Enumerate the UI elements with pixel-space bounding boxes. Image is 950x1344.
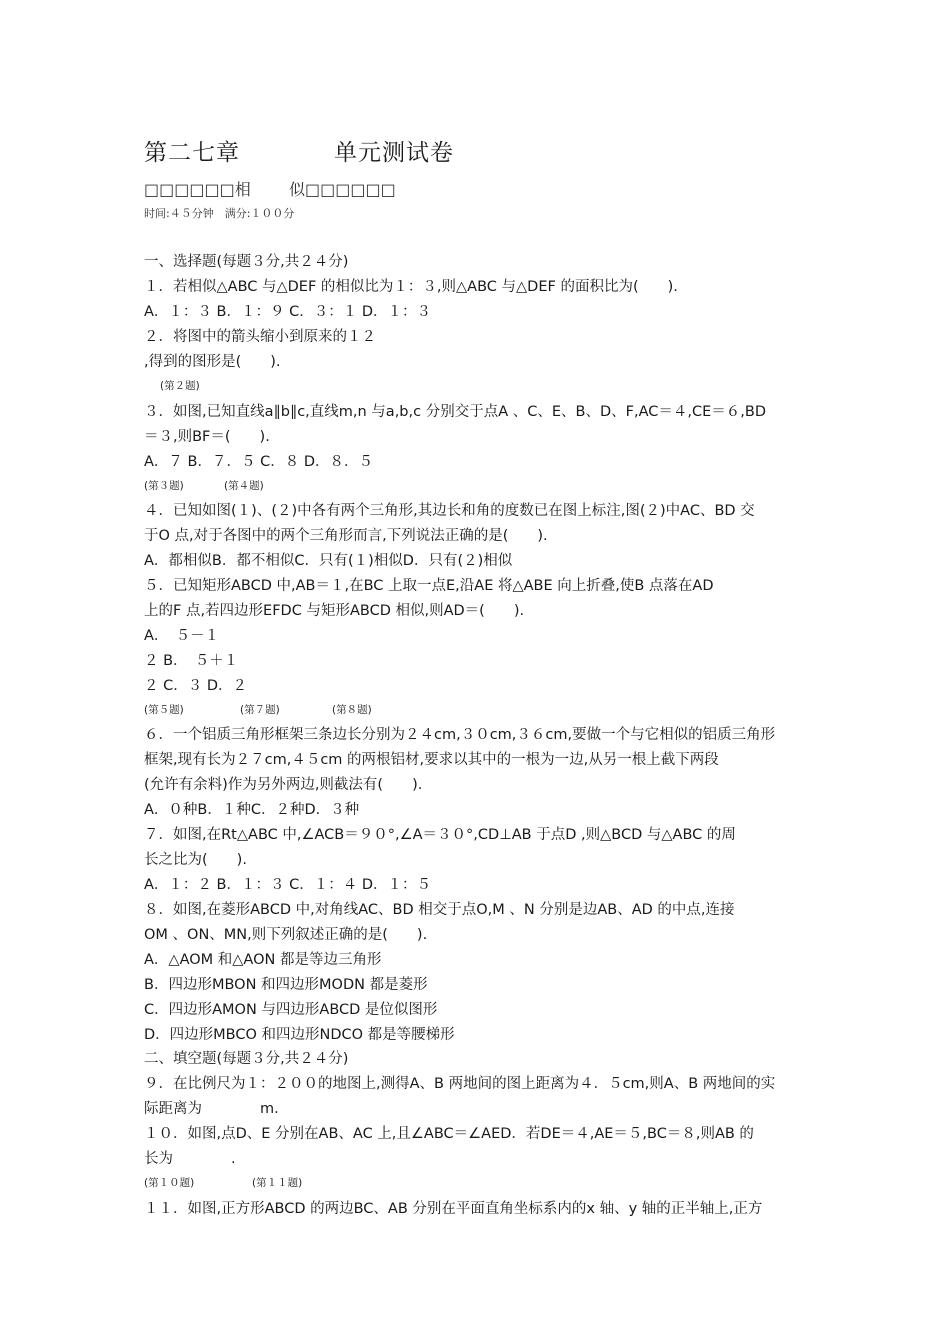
answer-options: A．０种B．１种C．２种D．３种 bbox=[144, 802, 360, 818]
answer-options: A．１：３ B．１：９ C．３：１ D．１：３ bbox=[144, 304, 431, 320]
answer-option: D．四边形MBCO 和四边形NDCO 都是等腰梯形 bbox=[144, 1027, 455, 1043]
question-line: ＝３,则BF＝( ). bbox=[144, 429, 270, 445]
question-line: ３．如图,已知直线a∥b∥c,直线m,n 与a,b,c 分别交于点A 、C、E、B、D、F,AC＝４,CE＝６,BD bbox=[144, 404, 766, 420]
question-line: ,得到的图形是( ). bbox=[144, 354, 281, 370]
answer-options: A． ５－１ bbox=[144, 628, 220, 644]
answer-options: ２ B． ５＋１ bbox=[144, 653, 239, 669]
question-line: １．若相似△ABC 与△DEF 的相似比为１：３,则△ABC 与△DEF 的面积比为( ). bbox=[144, 279, 678, 295]
figure-caption: (第１１题) bbox=[252, 1177, 303, 1189]
figure-caption: (第２题) bbox=[160, 380, 200, 392]
question-line: 上的F 点,若四边形EFDC 与矩形ABCD 相似,则AD＝( ). bbox=[144, 603, 525, 619]
answer-options: A．都相似B．都不相似C．只有(１)相似D．只有(２)相似 bbox=[144, 553, 513, 569]
question-line: (允许有余料)作为另外两边,则截法有( ). bbox=[144, 777, 423, 793]
question-line: 际距离为 m． bbox=[144, 1101, 289, 1117]
question-line: １１．如图,正方形ABCD 的两边BC、AB 分别在平面直角坐标系内的x 轴、y 轴的正半轴上,正方 bbox=[144, 1201, 763, 1217]
question-line: ９．在比例尺为１：２００的地图上,测得A、B 两地间的图上距离为４．５cm,则A、B 两地间的实 bbox=[144, 1076, 776, 1092]
question-line: 框架,现有长为２７cm,４５cm 的两根铝材,要求以其中的一根为一边,从另一根上截下两段 bbox=[144, 752, 719, 768]
exam-meta: 时间:４５分钟 满分:１００分 bbox=[144, 207, 295, 220]
question-line: OM 、ON、MN,则下列叙述正确的是( ). bbox=[144, 927, 428, 943]
question-line: ５．已知矩形ABCD 中,AB＝１,在BC 上取一点E,沿AE 将△ABE 向上折叠,使B 点落在AD bbox=[144, 578, 714, 594]
answer-option: A．△AOM 和△AON 都是等边三角形 bbox=[144, 952, 382, 968]
question-line: ６．一个铝质三角形框架三条边长分别为２４cm,３０cm,３６cm,要做一个与它相似的铝质三角形 bbox=[144, 727, 776, 743]
figure-caption: (第７题) bbox=[240, 704, 280, 716]
question-line: 于O 点,对于各图中的两个三角形而言,下列说法正确的是( ). bbox=[144, 528, 548, 544]
figure-caption: (第３题) bbox=[144, 480, 184, 492]
question-line: ４．已知如图(１)、(２)中各有两个三角形,其边长和角的度数已在图上标注,图(２)中AC、BD 交 bbox=[144, 503, 755, 519]
question-line: 长之比为( ). bbox=[144, 852, 247, 868]
figure-caption: (第８题) bbox=[332, 704, 372, 716]
section-heading: 二、填空题(每题３分,共２４分) bbox=[144, 1051, 349, 1067]
answer-option: B．四边形MBON 和四边形MODN 都是菱形 bbox=[144, 977, 428, 993]
answer-options: ２ C．３ D．２ bbox=[144, 678, 248, 694]
subtitle-right: 似□□□□□□ bbox=[289, 180, 396, 199]
question-line: 长为 . bbox=[144, 1151, 236, 1167]
figure-caption: (第４题) bbox=[224, 480, 264, 492]
answer-options: A．１：２ B．１：３ C．１：４ D．１：５ bbox=[144, 877, 431, 893]
question-line: １０．如图,点D、E 分别在AB、AC 上,且∠ABC＝∠AED．若DE＝４,AE＝５,BC＝８,则AB 的 bbox=[144, 1126, 754, 1142]
page-title bbox=[144, 134, 454, 167]
subtitle bbox=[144, 177, 396, 200]
test-title: 单元测试卷 bbox=[334, 140, 454, 166]
figure-caption: (第１０题) bbox=[144, 1177, 195, 1189]
section-heading: 一、选择题(每题３分,共２４分) bbox=[144, 254, 349, 270]
answer-option: C．四边形AMON 与四边形ABCD 是位似图形 bbox=[144, 1002, 438, 1018]
question-line: ２．将图中的箭头缩小到原来的１２ bbox=[144, 329, 376, 345]
answer-options: A．７ B．７．５ C．８ D．８．５ bbox=[144, 454, 373, 470]
figure-caption: (第５题) bbox=[144, 704, 184, 716]
question-line: ８．如图,在菱形ABCD 中,对角线AC、BD 相交于点O,M 、N 分别是边AB、AD 的中点,连接 bbox=[144, 902, 735, 918]
chapter-label: 第二七章 bbox=[144, 140, 240, 166]
question-line: ７．如图,在Rt△ABC 中,∠ACB＝９０°,∠A＝３０°,CD⊥AB 于点D ,则△BCD 与△ABC 的周 bbox=[144, 827, 736, 843]
subtitle-left: □□□□□□相 bbox=[144, 180, 251, 199]
